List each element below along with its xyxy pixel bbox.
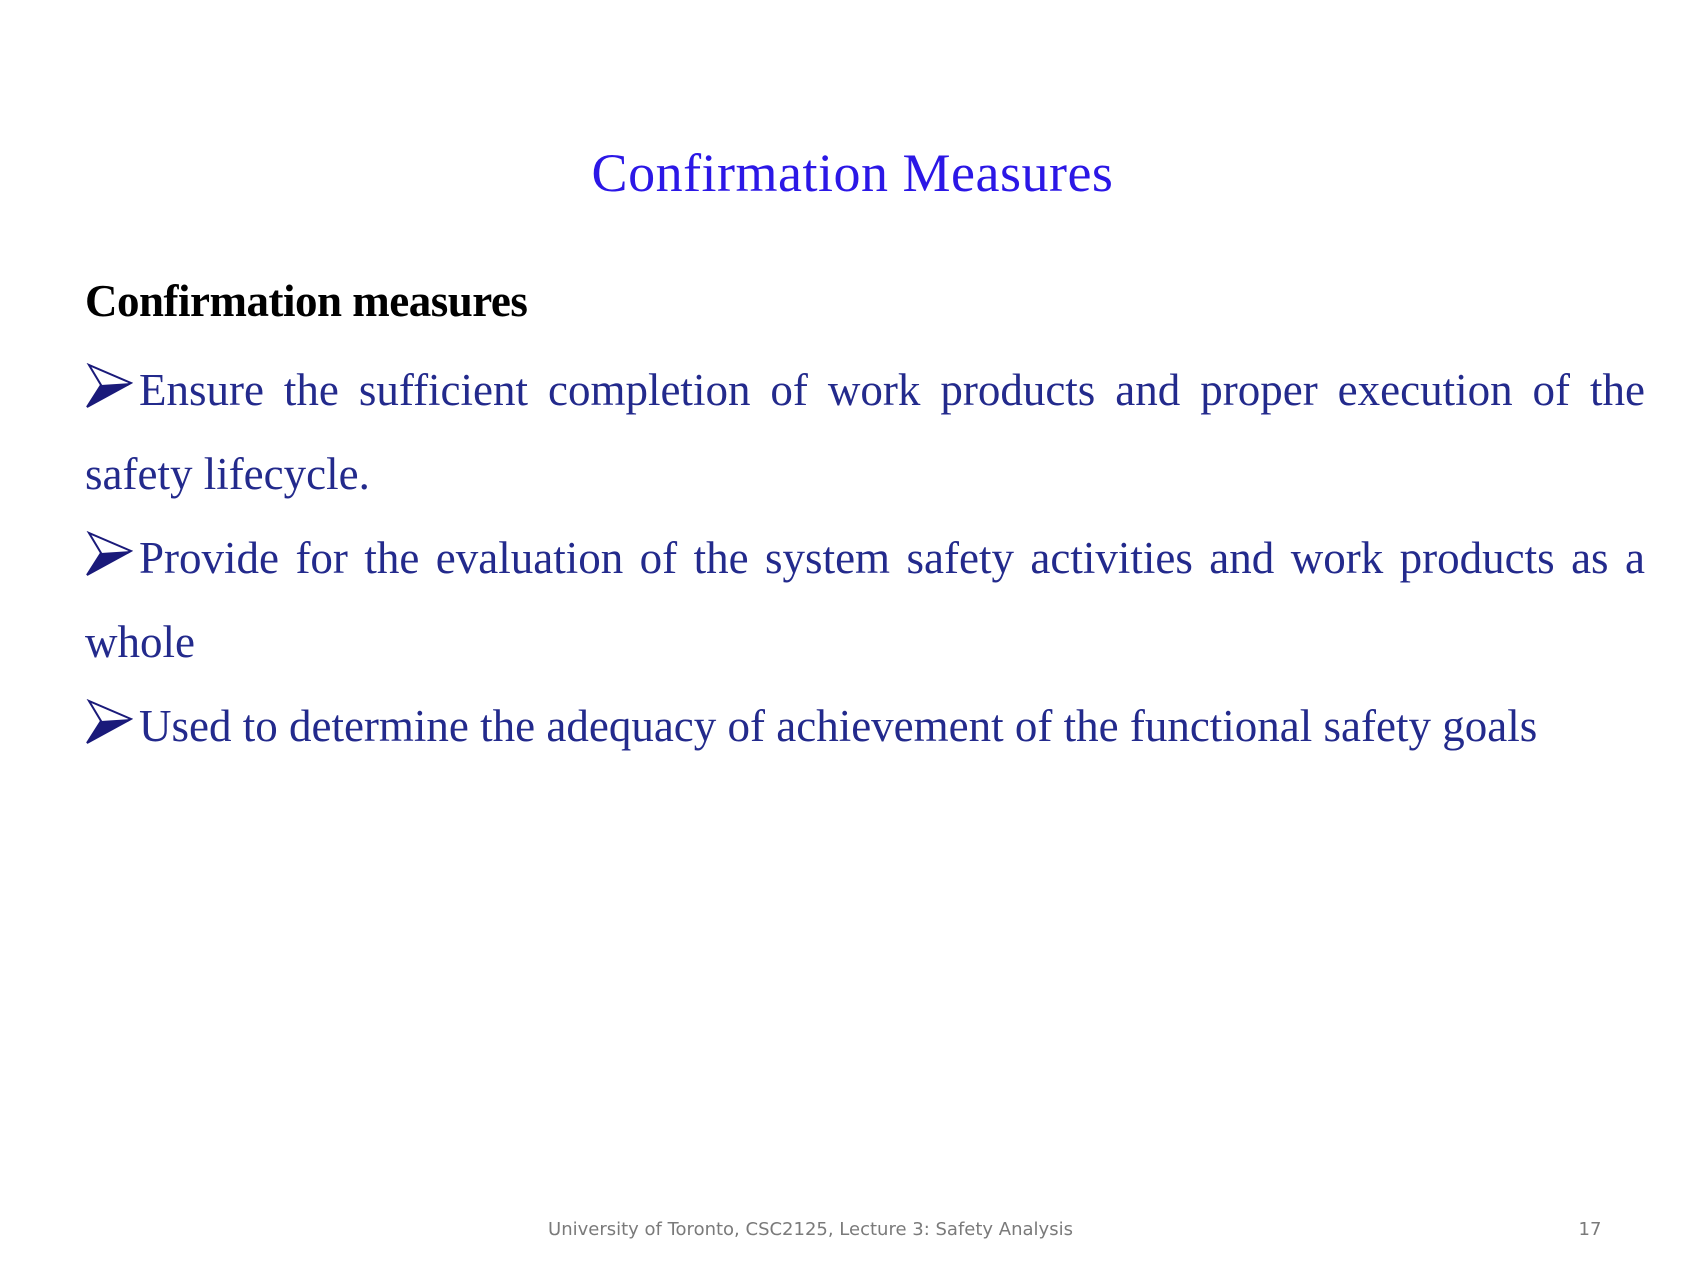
footer-label: University of Toronto, CSC2125, Lecture 3: Safety Analysis [548,1219,1073,1240]
arrow-bullet-icon [85,363,133,409]
slide-title-text: Confirmation Measures [591,143,1114,203]
page-number: 17 [1578,1219,1602,1240]
arrow-bullet-icon [85,531,133,577]
bullet-text: Used to determine the adequacy of achievement of the functional safety goals [139,701,1538,751]
slide-content [85,270,1645,768]
bullet-text: Ensure the sufficient completion of work products and proper execution of the safety lifecycle. [85,365,1645,499]
bullet-list [85,348,1645,768]
section-heading: Confirmation measures [85,276,528,326]
list-item [85,348,1645,516]
list-item [85,684,1645,768]
list-item [85,516,1645,684]
slide-title [0,138,1707,208]
bullet-text: Provide for the evaluation of the system safety activities and work products as a whole [85,533,1645,667]
arrow-bullet-icon [85,699,133,745]
footer-text [0,1219,1707,1240]
